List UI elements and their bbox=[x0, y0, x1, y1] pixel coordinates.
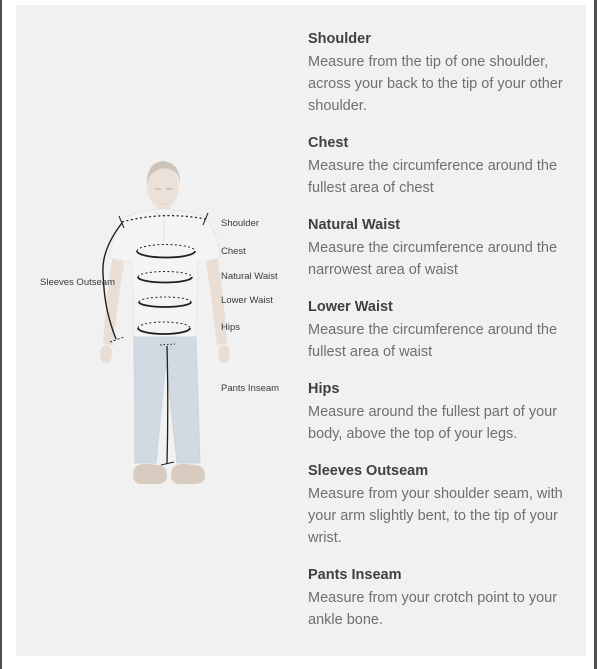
pants-inseam-line bbox=[167, 346, 168, 464]
measurement-guide bbox=[308, 28, 582, 646]
diagram-label-sleeves-outseam: Sleeves Outseam bbox=[40, 277, 115, 288]
model-figure bbox=[100, 161, 230, 484]
section-title: Hips bbox=[308, 381, 340, 397]
diagram-label-hips: Hips bbox=[221, 322, 241, 333]
guide-section-pants-inseam bbox=[308, 564, 582, 631]
section-description: Measure around the fullest part of your body, above the top of your legs. bbox=[308, 404, 558, 442]
section-description: Measure from the tip of one shoulder, across your back to the tip of your other shoulder. bbox=[308, 54, 563, 114]
section-description: Measure the circumference around the fullest area of chest bbox=[308, 158, 558, 196]
diagram-label-chest: Chest bbox=[221, 246, 246, 257]
diagram-label-natural-waist: Natural Waist bbox=[221, 271, 278, 282]
section-title: Natural Waist bbox=[308, 217, 401, 233]
guide-section-natural-waist bbox=[308, 214, 582, 281]
size-guide-panel bbox=[16, 5, 586, 656]
section-description: Measure the circumference around the fullest area of waist bbox=[308, 322, 558, 360]
guide-section-hips bbox=[308, 378, 582, 445]
section-title: Sleeves Outseam bbox=[308, 463, 429, 479]
section-title: Lower Waist bbox=[308, 299, 393, 315]
measurement-diagram bbox=[16, 5, 316, 656]
section-title: Pants Inseam bbox=[308, 567, 402, 583]
section-title: Shoulder bbox=[308, 31, 371, 47]
guide-section-chest bbox=[308, 132, 582, 199]
section-title: Chest bbox=[308, 135, 349, 151]
guide-section-lower-waist bbox=[308, 296, 582, 363]
diagram-label-lower-waist: Lower Waist bbox=[221, 295, 273, 306]
guide-section-sleeves-outseam bbox=[308, 460, 582, 549]
window-right-border bbox=[594, 0, 597, 669]
diagram-label-pants-inseam: Pants Inseam bbox=[221, 383, 280, 394]
guide-section-shoulder bbox=[308, 28, 582, 117]
section-description: Measure from your shoulder seam, with your arm slightly bent, to the tip of your wrist. bbox=[308, 486, 563, 546]
section-description: Measure from your crotch point to your ankle bone. bbox=[308, 590, 558, 628]
window-left-border bbox=[0, 0, 2, 669]
section-description: Measure the circumference around the narrowest area of waist bbox=[308, 240, 558, 278]
diagram-label-shoulder: Shoulder bbox=[221, 218, 260, 229]
